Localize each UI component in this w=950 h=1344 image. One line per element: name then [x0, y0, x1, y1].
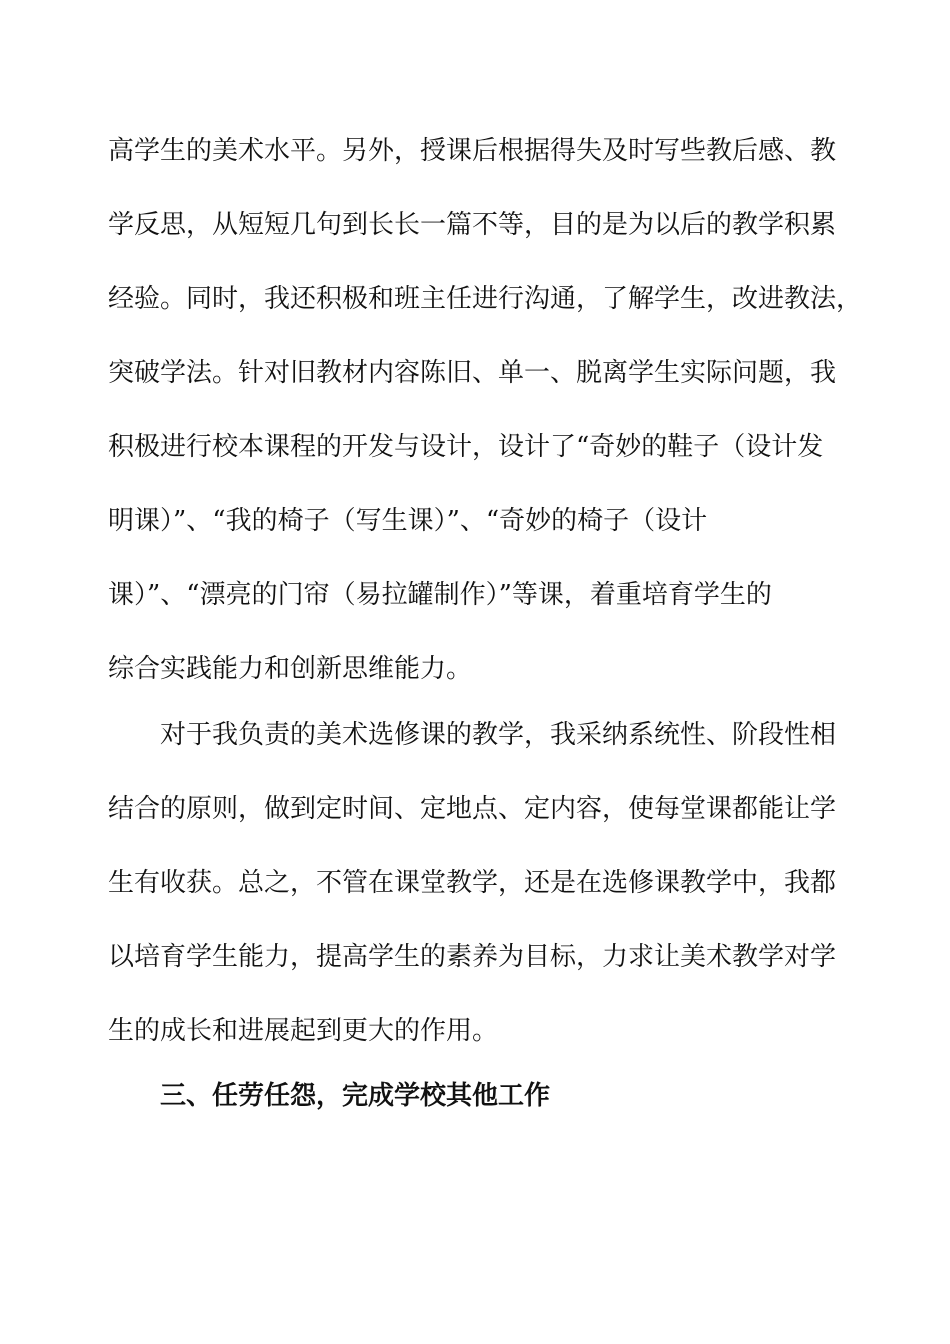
paragraph-line: 积极进行校本课程的开发与设计，设计了“奇妙的鞋子（设计发 [108, 432, 824, 462]
paragraph-line: 生有收获。总之，不管在课堂教学，还是在选修课教学中，我都 [108, 868, 837, 898]
paragraph-line: 综合实践能力和创新思维能力。 [108, 654, 473, 684]
paragraph-line: 结合的原则，做到定时间、定地点、定内容，使每堂课都能让学 [108, 794, 837, 824]
paragraph-line: 学反思，从短短几句到长长一篇不等，目的是为以后的教学积累 [108, 210, 837, 240]
paragraph-line: 经验。同时，我还积极和班主任进行沟通，了解学生，改进教法， [108, 284, 863, 314]
section-heading: 三、任劳任怨，完成学校其他工作 [160, 1081, 551, 1111]
paragraph-line: 高学生的美术水平。另外，授课后根据得失及时写些教后感、教 [108, 136, 837, 166]
paragraph-line: 生的成长和进展起到更大的作用。 [108, 1016, 499, 1046]
paragraph-line: 突破学法。针对旧教材内容陈旧、单一、脱离学生实际问题，我 [108, 358, 837, 388]
paragraph-line: 明课）”、“我的椅子（写生课）”、“奇妙的椅子（设计 [108, 506, 708, 536]
paragraph-line: 课）”、“漂亮的门帘（易拉罐制作）”等课，着重培育学生的 [108, 580, 772, 610]
paragraph-line: 对于我负责的美术选修课的教学，我采纳系统性、阶段性相 [160, 720, 837, 750]
paragraph-line: 以培育学生能力，提高学生的素养为目标，力求让美术教学对学 [108, 942, 837, 972]
